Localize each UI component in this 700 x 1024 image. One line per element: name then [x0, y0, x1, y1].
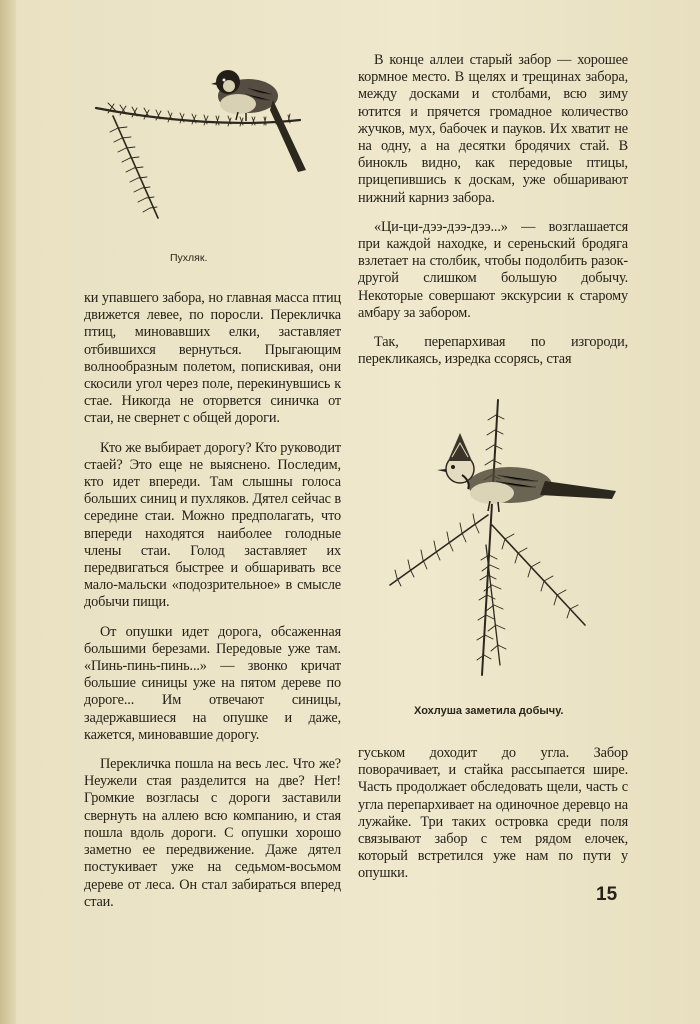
pukhlyak-caption: Пухляк. — [170, 252, 208, 264]
khokhlusha-caption: Хохлуша заметила добычу. — [414, 705, 564, 717]
paragraph: ки упавшего забора, но главная масса птиц движется левее, по поросли. Перекличка птиц, миновавших елки, заставляет отбившихся вернуться. Прыгающим волнообразным полетом, попискивая, они скосили угол через поле, перекинувшись к стае. Никогда не оторвется синичка от стаи, не свернет с общей дороги. — [84, 290, 341, 427]
page-number: 15 — [596, 884, 618, 905]
paragraph: От опушки идет дорога, обсаженная большими березами. Передовые уже там. «Пинь-пинь-пинь...» — звонко кричат большие синицы уже на пятом дереве по дороге... Им отвечают синицы, задержавшиеся на опушке и даже, кажется, миновавшие дорогу. — [84, 623, 341, 743]
paragraph: Кто же выбирает дорогу? Кто руководит стаей? Это еще не выяснено. Последим, кто идет впереди. Там слышны голоса больших синиц и пухляков. Дятел сейчас в середине стаи. Можно предполагать, что впереди находятся наиболее голодные члены стаи. Голод заставляет их передвигаться быстрее и обшаривать все мало-мальски «подозрительное» в смысле добычи пищи. — [84, 439, 341, 611]
paragraph: гуськом доходит до угла. Забор поворачивает, и стайка рассыпается шире. Часть продолжает обследовать щели, часть с угла перепархивает на одиночное деревцо на лужайке. Три таких островка среди поля связывают забор с тем рядом елочек, который встретился уже нам по пути у опушки. — [358, 745, 628, 882]
paragraph: Так, перепархивая по изгороди, перекликаясь, изредка ссорясь, стая — [358, 334, 628, 368]
paragraph: В конце аллеи старый забор — хорошее кормное место. В щелях и трещинах забора, между досками и столбами, всю зиму ютится и прячется громадное количество жучков, мух, бабочек и пауков. Их хватит не на одну, а на десятки бродячих стай. В бинокль видно, как передовые птицы, прицепившись к доскам, уже обшаривают нижний карниз забора. — [358, 52, 628, 206]
right-text-column-top — [358, 52, 628, 380]
paragraph: Перекличка пошла на весь лес. Что же? Неужели стая разделится на две? Нет! Громкие возгласы с дороги заставили свернуть на аллею всю компанию, и стая пошла вдоль дороги. С опушки хорошо заметно ее передвижение. Даже дятел постукивает уже на седьмом-восьмом дереве от леса. Он стал забираться вперед стаи. — [84, 756, 341, 910]
right-text-column-bottom — [358, 745, 628, 895]
left-text-column — [84, 290, 341, 923]
page-binding-edge — [0, 0, 16, 1024]
paragraph: «Ци-ци-дээ-дээ-дээ...» — возглашается при каждой находке, и сереньский бродяга взлетает на столбик, чтобы подолбить разок-другой слишком большую добычу. Некоторые совершают экскурсии к старому амбару за забором. — [358, 218, 628, 321]
khokhlusha-illustration — [380, 395, 620, 680]
pukhlyak-illustration — [88, 58, 318, 233]
